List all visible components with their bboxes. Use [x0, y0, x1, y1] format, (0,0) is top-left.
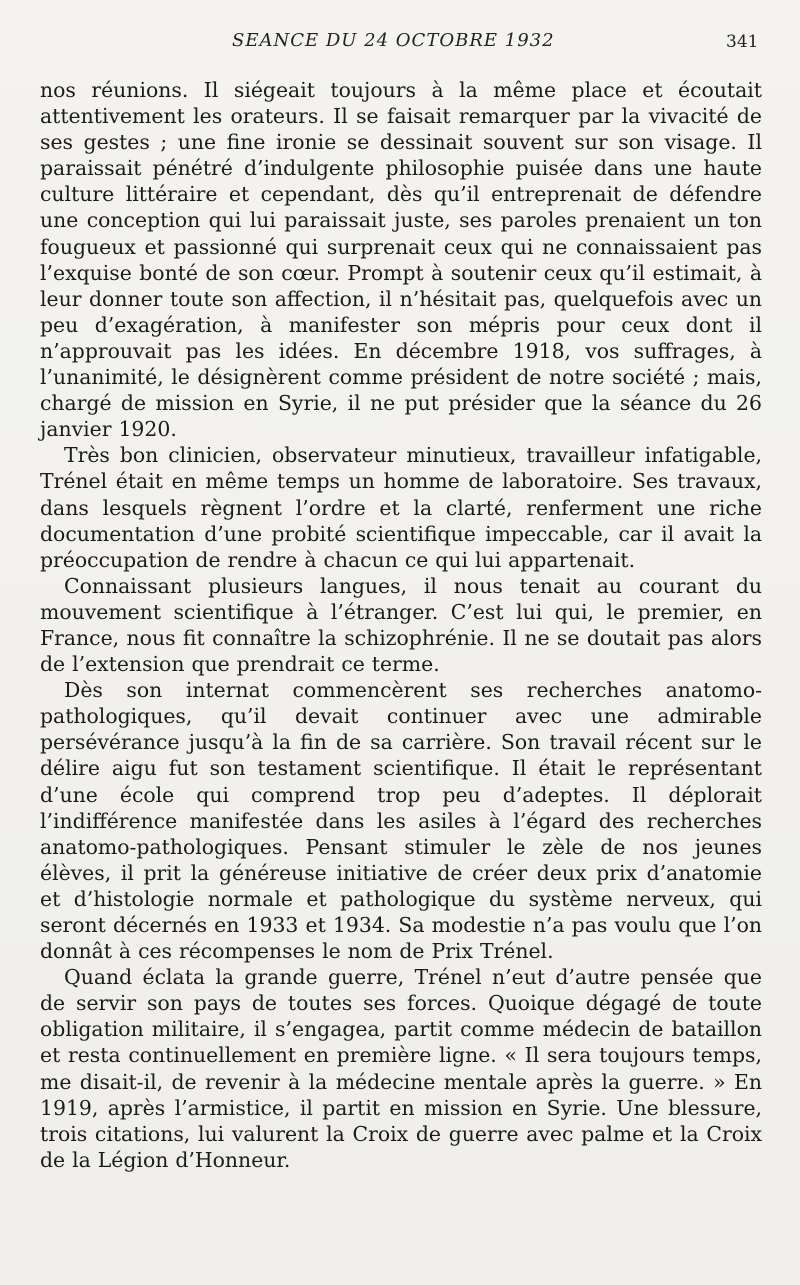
running-title: SEANCE DU 24 OCTOBRE 1932: [232, 30, 555, 51]
page-number: 341: [726, 32, 759, 52]
paragraph-war: Quand éclata la grande guerre, Trénel n’eut d’autre pensée que de servir son pays de toutes ses forces. Quoique dégagé de toute obligation militaire, il s’engagea, partit comme médecin de bataillon et resta continuellement en première ligne. « Il sera toujours temps, me disait-il, de revenir à la médecine mentale après la guerre. » En 1919, après l’armistice, il partit en mission en Syrie. Une blessure, trois citations, lui valurent la Croix de guerre avec palme et la Croix de la Légion d’Honneur.: [40, 965, 762, 1172]
paragraph-continuation: nos réunions. Il siégeait toujours à la même place et écoutait attentivement les orateurs. Il se faisait remarquer par la vivacité de ses gestes ; une fine ironie se dessinait souvent sur son visage. Il paraissait pénétré d’indulgente philosophie puisée dans une haute culture littéraire et cependant, dès qu’il entreprenait de défendre une conception qui lui paraissait juste, ses paroles prenaient un ton fougueux et passionné qui surprenait ceux qui ne connaissaient pas l’exquise bonté de son cœur. Prompt à soutenir ceux qu’il estimait, à leur donner toute son affection, il n’hésitait pas, quelquefois avec un peu d’exagération, à manifester son mépris pour ceux dont il n’approuvait pas les idées. En décembre 1918, vos suffrages, à l’unanimité, le désignèrent comme président de notre société ; mais, chargé de mission en Syrie, il ne put présider que la séance du 26 janvier 1920.: [40, 78, 762, 442]
paragraph-clinician: Très bon clinicien, observateur minutieux, travailleur infatigable, Trénel était en même temps un homme de laboratoire. Ses travaux, dans lesquels règnent l’ordre et la clarté, renferment une riche documentation d’une probité scientifique impeccable, car il avait la préoccupation de rendre à chacun ce qui lui appartenait.: [40, 443, 762, 572]
body-text: [40, 77, 762, 1173]
paragraph-languages: Connaissant plusieurs langues, il nous tenait au courant du mouvement scientifique à l’étranger. C’est lui qui, le premier, en France, nous fit connaître la schizophrénie. Il ne se doutait pas alors de l’extension que prendrait ce terme.: [40, 573, 762, 677]
running-head: [0, 30, 800, 58]
paragraph-research: Dès son internat commencèrent ses recherches anatomo-pathologiques, qu’il devait continuer avec une admirable persévérance jusqu’à la fin de sa carrière. Son travail récent sur le délire aigu fut son testament scientifique. Il était le représentant d’une école qui comprend trop peu d’adeptes. Il déplorait l’indifférence manifestée dans les asiles à l’égard des recherches anatomo-pathologiques. Pensant stimuler le zèle de nos jeunes élèves, il prit la généreuse initiative de créer deux prix d’anatomie et d’histologie normale et pathologique du système nerveux, qui seront décernés en 1933 et 1934. Sa modestie n’a pas voulu que l’on donnât à ces récompenses le nom de Prix Trénel.: [40, 678, 762, 964]
